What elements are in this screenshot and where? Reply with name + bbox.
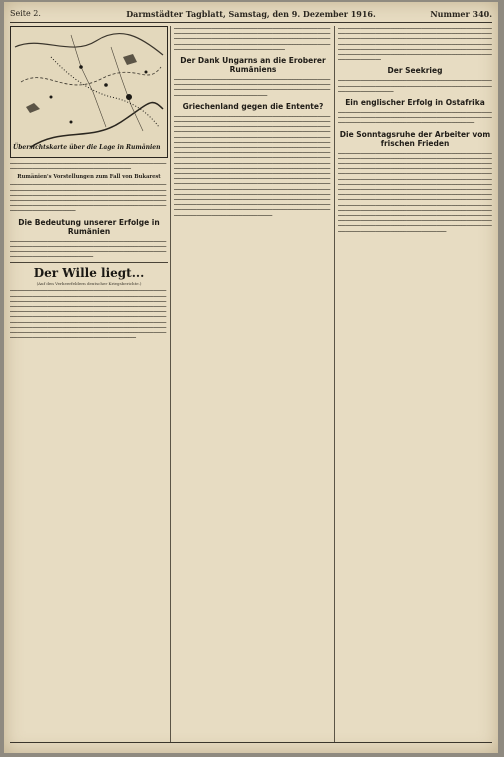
column-right <box>338 26 492 743</box>
column-middle <box>174 26 332 743</box>
issue-number: Nummer 340. <box>430 9 492 19</box>
feuilleton-title: Der Wille liegt... <box>33 266 145 281</box>
article-text: ════════════════════════════════════════════════════════════════════════════════════════════════════════════════════════════════════════════════════════════════════════════════════════════════════════════════════════════════════════════════════════════════════════════════════════════════════════════════════════════════════════════════════════════════════════════════════════════════════════════════════════════════════════════════════════════════════════════════════════════════════════════════════════════════════════════════════════════════════════════════════════════════════════════════════════════════ <box>10 288 167 341</box>
romania-map <box>10 26 168 158</box>
page-footer <box>10 742 492 751</box>
article-text: ════════════════════════════════════════════════════════════════════════════════════════════════════════════════════════════════════════════════════════════════════════════════════════════════════════════════════════════════════════════════════════════════════════════════════════════════════════════════════════════════════════════════ <box>10 182 167 214</box>
page-header <box>10 8 492 23</box>
article-headline: Der Seekrieg <box>387 66 443 76</box>
page-number: Seite 2. <box>10 9 41 18</box>
divider <box>10 262 168 263</box>
article-text: ═════════════════════════════════════════════════════════════════════════════════════════════════════════════════════════════════════════════════════════════════════════════════════════════════════════════════════════════════════════════════════════════════════════════════════════════════════════════════════════════════════════════════════════════════════════════════════════════════════════════════════════════════════════════════════════════════════════════════════════════════════════════════════════════════════════════════════════════════════════════════════════════════════════════════════════════════════════════════════════════════════════════════════════════════════════════════════════════════════════════════════════════════════════════════════════════════════════════════════════════════════════════════════════════════════════════════════════════════════════════════════════════════════════════════════════════════════════════════════════════════════════════════════════════════════════════════════════════════════════════════════════════════════════════════════════════════════════════════════════════════════════════════════════════════════════════════════════════════════════════════════════════════ <box>174 113 331 218</box>
column-rule <box>334 26 335 743</box>
feuilleton-subtitle: (Auf den Verheerfeldern deutscher Kriegsberichte.) <box>36 281 142 287</box>
map-drawing <box>11 27 167 157</box>
article-text: ══════════════════════════════════════════════════════════════════════════════════════════════════════════════════════════════════════════════════════════════════════════════════════════════════════════════════════════════════════════════════════════════════════════════════════════════════════════════════════════════════════════════════════════════════════════════════════════════════════════════════════════════════════════════════════════════════════════════════════════════════════════════════════════════════════════════════════════════════════════════════════════════════════════════════════════════════════════════════════════════════════════════════════════════════════════════════════════════════════════════════════════════════════════════════════════════════════════════════════════════════════════════════════════════════════════════════════════════════════════════════════════════════════════════════════════════════════════════════════════════ <box>338 150 492 234</box>
article-headline: Die Sonntagsruhe der Arbeiter vom frischen Frieden <box>339 129 491 148</box>
article-headline: Die Bedeutung unserer Erfolge in Rumänien <box>18 217 160 236</box>
article-headline: Ein englischer Erfolg in Ostafrika <box>345 98 485 108</box>
article-text: ════════════════════════════════════════════════════════════════════════════════════════════════════════════════════════════════════════════════════════════════════════════════ <box>338 110 492 126</box>
article-headline: Rumänien's Vorstellungen zum Fall von Bukarest <box>17 174 161 181</box>
map-title: Übersichtskarte über die Lage in Rumänien <box>13 144 161 151</box>
article-text: ═══════════════════════════════════════════════════════════════════════════════════════════════════════════════════════════════════════════════════════════════════════════════════════════════════════════════════════════ <box>10 238 167 260</box>
article-text: ═══════════════════════════════════════════════════════════════════════════════════════════════════════════════════════════════════════════════════════════════════════════════════════════════════════════════════════════════ <box>174 77 331 98</box>
article-text: ════════════════════════════════════════════════════════════════════════════════════════════════════════════════════════════════════════════════════════════════════════════════════════════════════════════════════════════════════════════════════════════════════════════════════════════════════ <box>174 26 331 52</box>
article-text: ══════════════════════════════════════════════════════════════════════════════════════════════════════════════ <box>10 161 167 172</box>
column-rule <box>170 26 171 743</box>
article-headline: Griechenland gegen die Entente? <box>182 101 324 111</box>
newspaper-page <box>4 2 498 753</box>
column-left <box>10 26 168 743</box>
article-headline: Der Dank Ungarns an die Eroberer Rumäniens <box>180 56 326 75</box>
article-text: ════════════════════════════════════════════════════════════════════════════════════════════════════════════════════════════════════════════════ <box>338 78 492 94</box>
article-text: ═══════════════════════════════════════════════════════════════════════════════════════════════════════════════════════════════════════════════════════════════════════════════════════════════════════════════════════════════════════════════════════════════════════════════════════════════════════════════════════════════════════════════════════════════════════════════════════════════ <box>338 26 492 63</box>
newspaper-dateline: Darmstädter Tagblatt, Samstag, den 9. Dezember 1916. <box>126 9 376 19</box>
